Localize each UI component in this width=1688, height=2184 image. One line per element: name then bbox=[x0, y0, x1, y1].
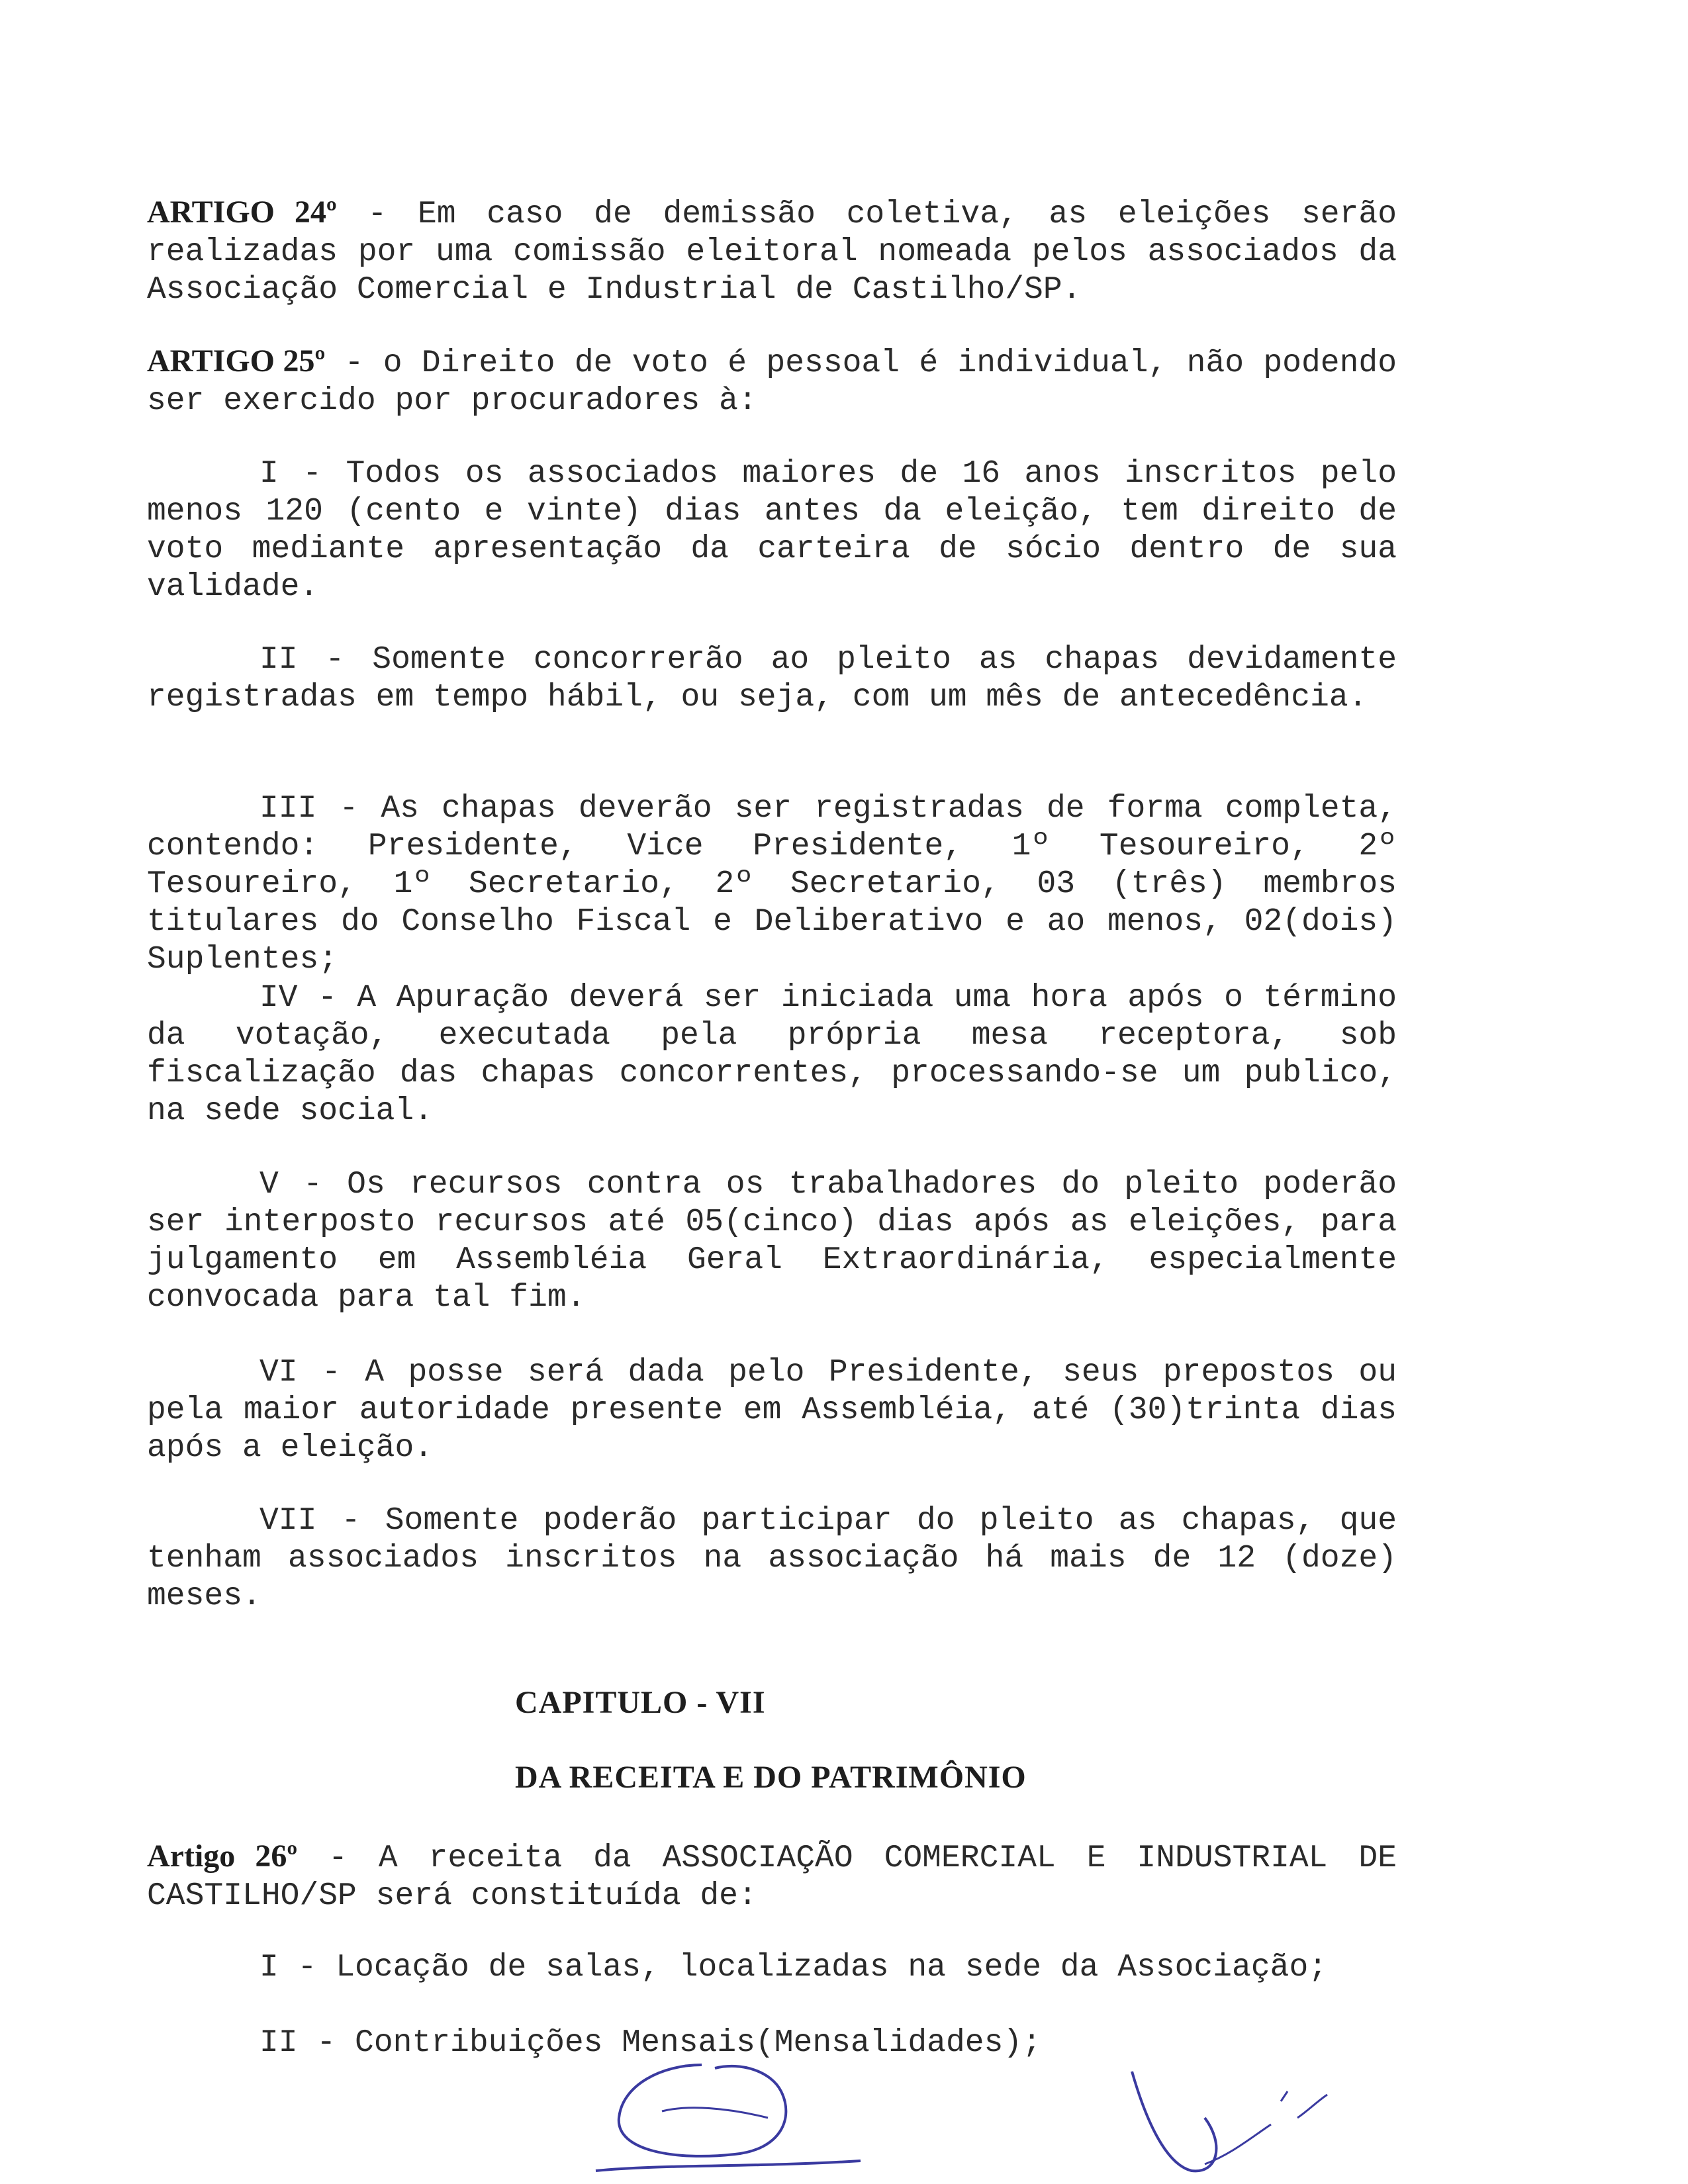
article-24-label: ARTIGO 24º bbox=[147, 195, 337, 230]
article-25-item-5 bbox=[147, 1166, 1397, 1317]
chapter-title: CAPITULO - VII bbox=[515, 1685, 766, 1720]
article-26-text: - A receita da ASSOCIAÇÃO COMERCIAL E INDUSTRIAL DE CASTILHO/SP será constituída de: bbox=[147, 1841, 1397, 1914]
item-text: III - As chapas deverão ser registradas de forma completa, contendo: Presidente, Vice Presidente, 1º Tesoureiro, 2º Tesoureiro, 1º Secretario, 2º Secretario, 03 (três) membros titulares do Conselho Fiscal e Deliberativo e ao menos, 02(dois) Suplentes; bbox=[147, 791, 1397, 978]
article-25-item-1 bbox=[147, 455, 1397, 606]
article-24 bbox=[147, 193, 1397, 309]
signature-right-icon bbox=[1119, 2038, 1357, 2184]
article-25-text: - o Direito de voto é pessoal é individual, não podendo ser exercido por procuradores à: bbox=[147, 345, 1397, 419]
item-text: I - Todos os associados maiores de 16 anos inscritos pelo menos 120 (cento e vinte) dias antes da eleição, tem direito de voto mediante apresentação da carteira de sócio dentro de sua validade. bbox=[147, 456, 1397, 605]
item-text: II - Somente concorrerão ao pleito as chapas devidamente registradas em tempo hábil, ou seja, com um mês de antecedência. bbox=[147, 642, 1397, 715]
article-25 bbox=[147, 342, 1397, 420]
item-text: IV - A Apuração deverá ser iniciada uma hora após o término da votação, executada pela própria mesa receptora, sob fiscalização das chapas concorrentes, processando-se um publico, na sede social. bbox=[147, 980, 1397, 1129]
signature-left-icon bbox=[583, 2038, 887, 2184]
item-text: V - Os recursos contra os trabalhadores do pleito poderão ser interposto recursos até 05(cinco) dias após as eleições, para julgamento em Assembléia Geral Extraordinária, especialmente convocada para tal fim. bbox=[147, 1167, 1397, 1316]
article-25-label: ARTIGO 25º bbox=[147, 343, 326, 379]
item-text: II - Contribuições Mensais(Mensalidades); bbox=[259, 2025, 1041, 2061]
article-25-item-3 bbox=[147, 790, 1397, 979]
chapter-subtitle: DA RECEITA E DO PATRIMÔNIO bbox=[515, 1760, 1027, 1795]
article-25-item-4 bbox=[147, 979, 1397, 1130]
article-25-item-2 bbox=[147, 641, 1397, 717]
article-26-label: Artigo 26º bbox=[147, 1839, 298, 1874]
article-24-text: - Em caso de demissão coletiva, as eleições serão realizadas por uma comissão eleitoral nomeada pelos associados da Associação Comercial e Industrial de Castilho/SP. bbox=[147, 197, 1397, 308]
article-26 bbox=[147, 1837, 1397, 1915]
item-text: VI - A posse será dada pelo Presidente, seus prepostos ou pela maior autoridade presente em Assembléia, até (30)trinta dias após a eleição. bbox=[147, 1355, 1397, 1466]
article-26-item-1 bbox=[147, 1949, 1397, 1987]
article-25-item-6 bbox=[147, 1354, 1397, 1467]
article-25-item-7 bbox=[147, 1502, 1397, 1615]
item-text: I - Locação de salas, localizadas na sede da Associação; bbox=[259, 1950, 1328, 1985]
item-text: VII - Somente poderão participar do pleito as chapas, que tenham associados inscritos na associação há mais de 12 (doze) meses. bbox=[147, 1503, 1397, 1614]
